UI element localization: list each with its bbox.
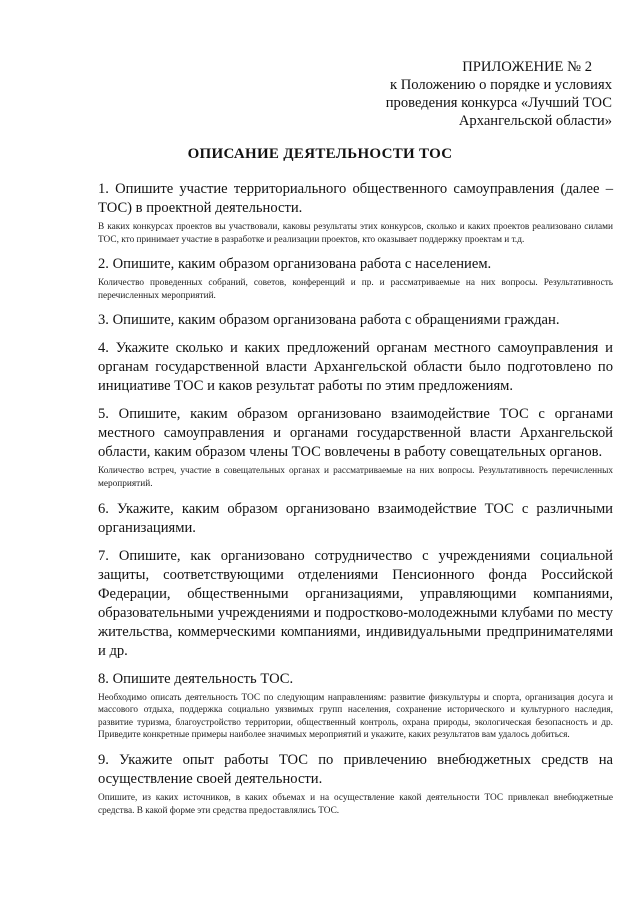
question-item-3 [98,311,613,330]
question-text: 2. Опишите, каким образом организована работа с населением. [98,256,492,273]
question-item-2 [98,255,613,302]
question-item-6 [98,500,613,538]
question-item-7 [98,547,613,661]
question-text: 9. Укажите опыт работы ТОС по привлечению внебюджетных средств на осуществление своей деятельности. [98,751,613,787]
question-item-5 [98,405,613,490]
question-text: 1. Опишите участие территориального общественного самоуправления (далее – ТОС) в проектной деятельности. [98,181,613,216]
appendix-header [340,58,612,130]
question-note: Необходимо описать деятельность ТОС по следующим направлениям: развитие физкультуры и спорта, организация досуга и массового отдыха, поддержка социально уязвимых групп населения, сохранение исторического и культурного наследия, развитие туризма, благоустройство территории, общественный контроль, охрана природы, экологическая безопасность и др. Приведите конкретные примеры наиболее значимых мероприятий и укажите, каких результатов вам удалось добиться. [98,692,613,741]
question-text: 4. Укажите сколько и каких предложений органам местного самоуправления и органам государственной власти Архангельской области было подготовлено по инициативе ТОС и каков результат работы по этим предложениям. [98,340,613,395]
question-note: Количество встреч, участие в совещательных органах и рассматриваемые на них вопросы. Результативность перечисленных мероприятий. [98,466,613,489]
appendix-line-2: к Положению о порядке и условиях [390,77,612,93]
question-item-1 [98,180,613,246]
question-note: Количество проведенных собраний, советов, конференций и пр. и рассматриваемые на них вопросы. Результативность перечисленных мероприятий. [98,278,613,301]
question-text: 7. Опишите, как организовано сотрудничество с учреждениями социальной защиты, соответствующими отделениями Пенсионного фонда Российской Федерации, общественными организациями, управляющими компаниями, образовательными учреждениями и подростково-молодежными клубами по месту жительства, коммерческими компаниями, индивидуальными предпринимателями и др. [98,547,613,659]
question-item-9 [98,751,613,817]
question-item-4 [98,339,613,396]
question-item-8 [98,670,613,742]
appendix-number: ПРИЛОЖЕНИЕ № 2 [462,59,592,75]
appendix-line-3: проведения конкурса «Лучший ТОС [385,95,612,111]
questions-list [98,180,613,817]
question-note: В каких конкурсах проектов вы участвовали, каковы результаты этих конкурсов, сколько и каких проектов реализовано силами ТОС, кто принимает участие в разработке и реализации проектов, кто оказывает поддержку проектам и т.д. [98,222,613,245]
appendix-line-4: Архангельской области» [458,113,612,129]
question-text: 3. Опишите, каким образом организована работа с обращениями граждан. [98,312,560,329]
question-note: Опишите, из каких источников, в каких объемах и на осуществление какой деятельности ТОС привлекал внебюджетные средства. В какой форме эти средства предоставлялись ТОС. [98,792,613,816]
question-text: 5. Опишите, каким образом организовано взаимодействие ТОС с органами местного самоуправления и органами государственной власти Архангельской области, каким образом члены ТОС вовлечены в работу совещательных органов. [98,406,613,461]
document-title: ОПИСАНИЕ ДЕЯТЕЛЬНОСТИ ТОС [187,146,453,162]
question-text: 8. Опишите деятельность ТОС. [98,670,294,687]
question-text: 6. Укажите, каким образом организовано взаимодействие ТОС с различными организациями. [98,500,613,536]
